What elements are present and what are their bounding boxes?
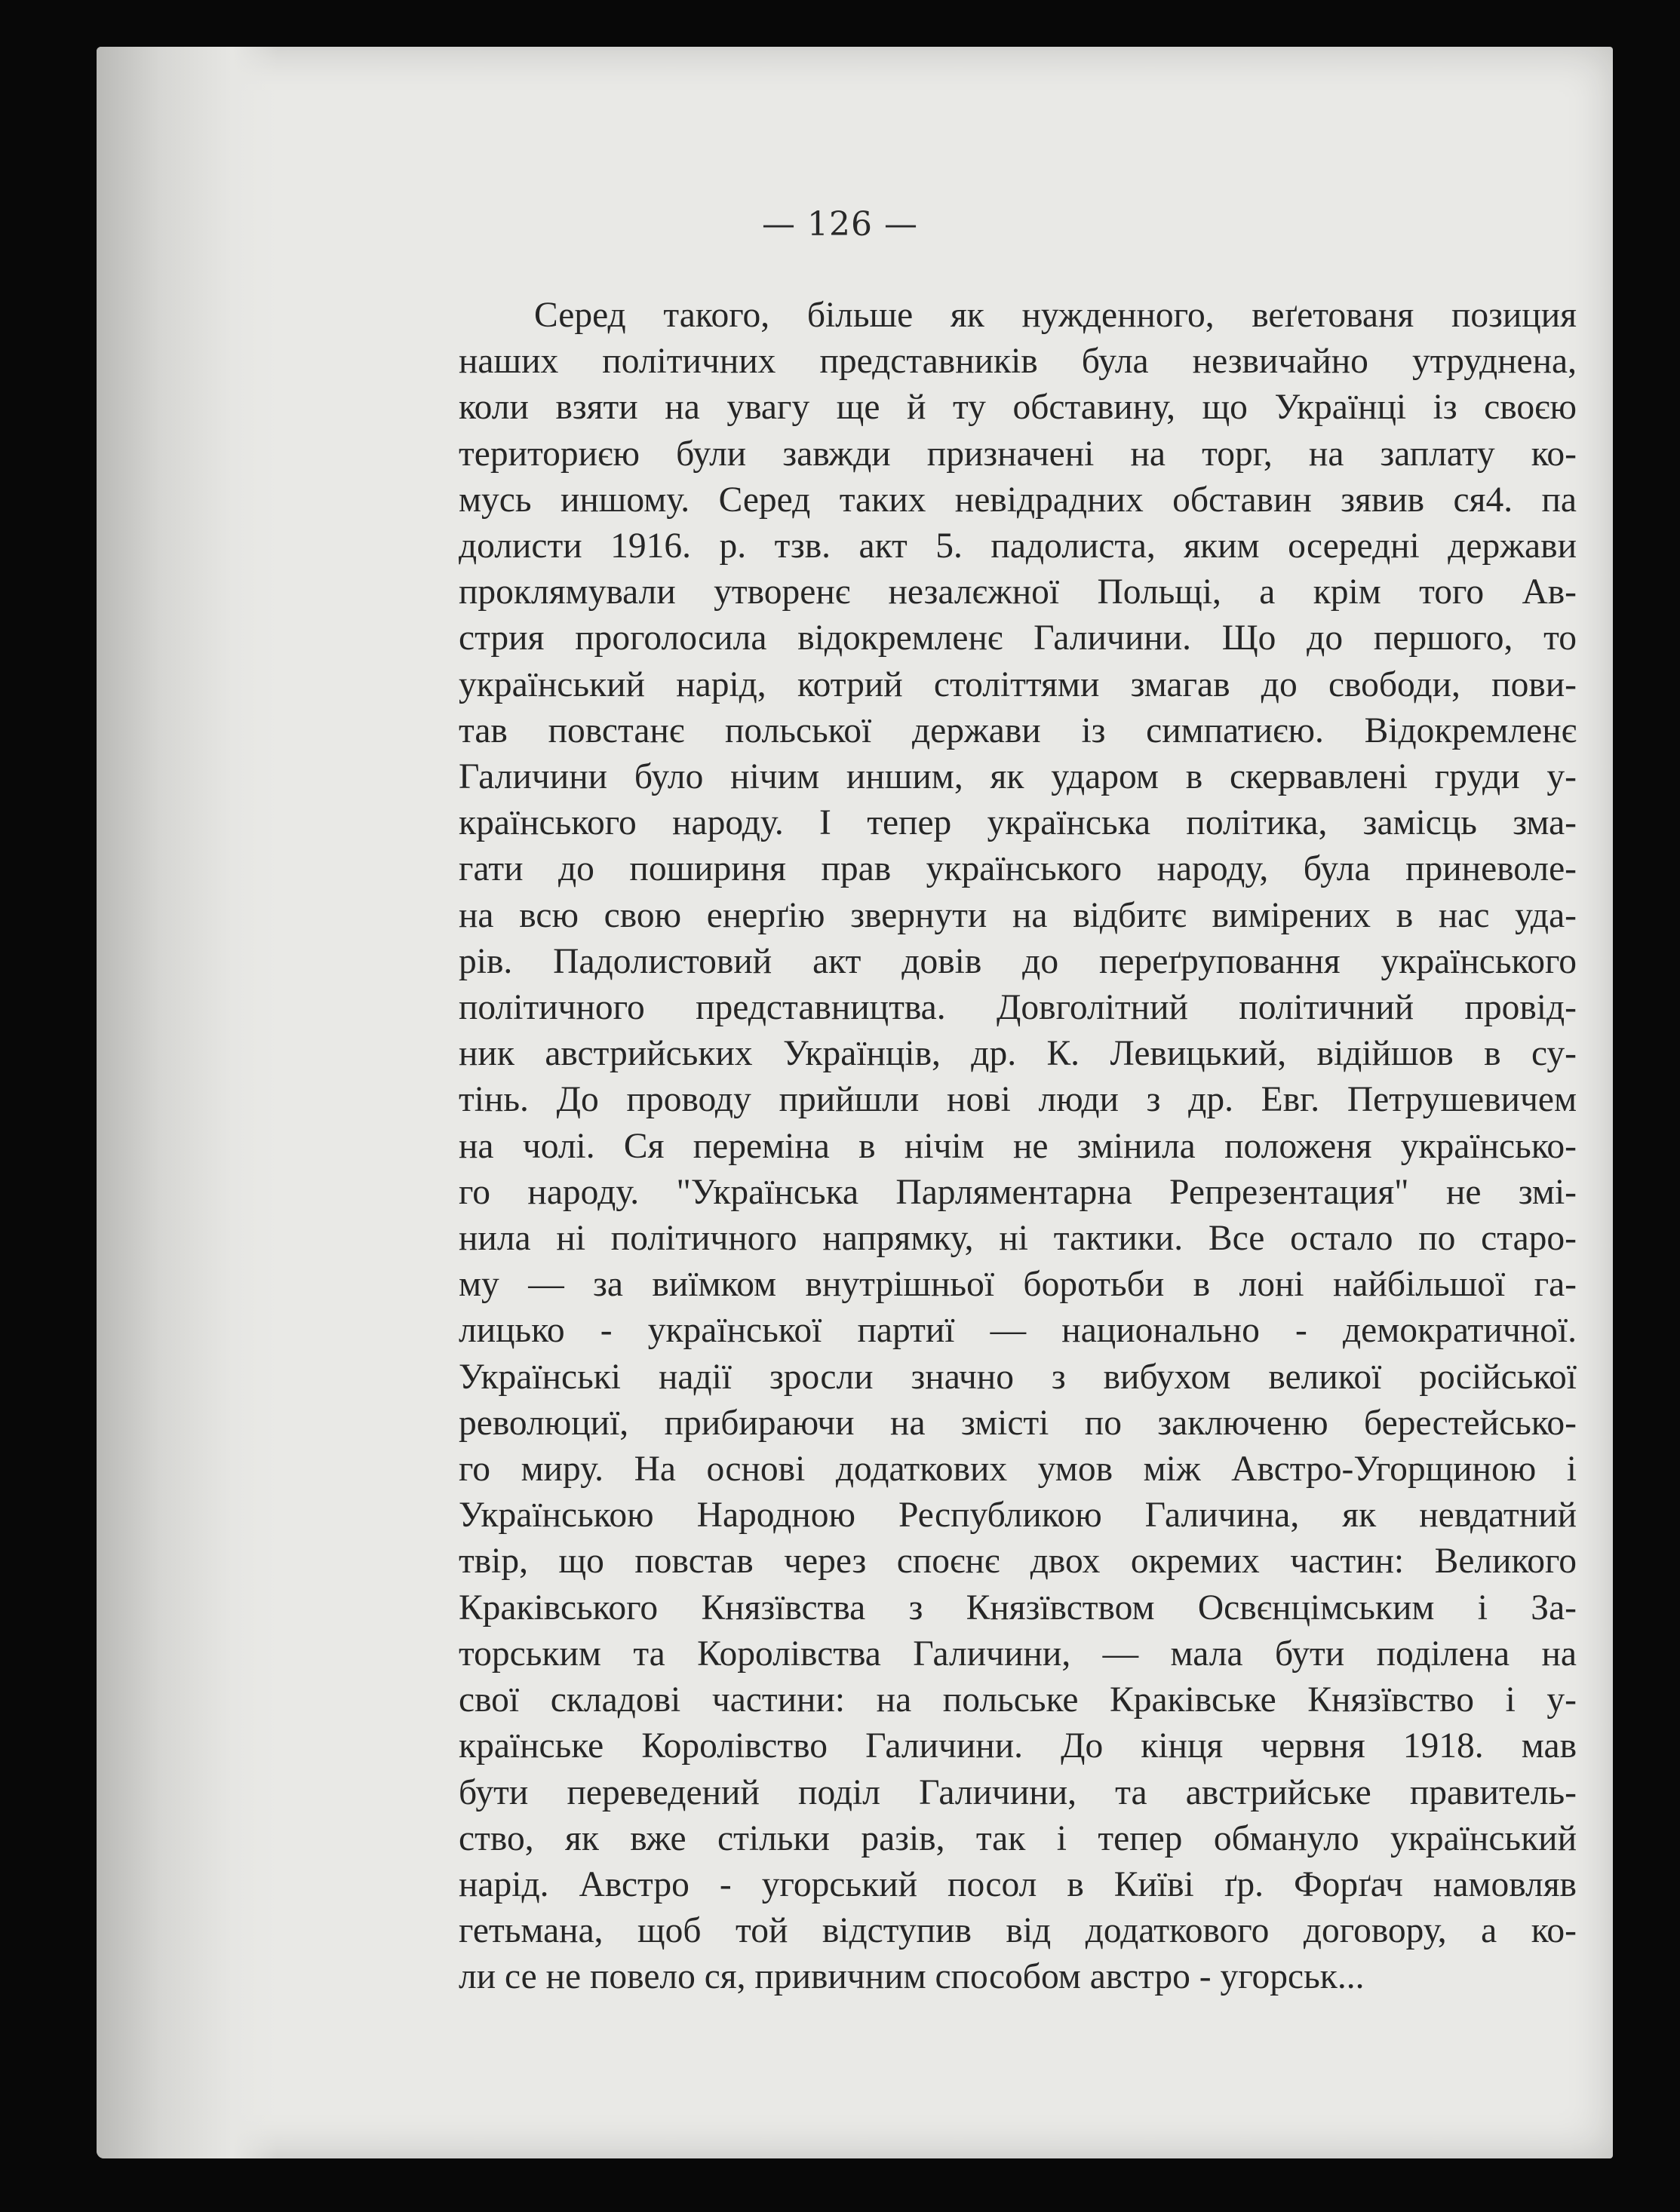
text-line: му — за виїмком внутрішньої боротьби в лоні найбільшої га- xyxy=(459,1265,1577,1305)
text-line: териториєю були завжди призначені на торг, на заплату ко- xyxy=(459,434,1577,474)
text-line: Галичини було нічим иншим, як ударом в скервавлені груди у- xyxy=(459,757,1577,797)
text-line: Краківського Князївства з Князївством Освєнцімським і За- xyxy=(459,1588,1577,1628)
text-line: го миру. На основі додаткових умов між Австро-Угорщиною і xyxy=(459,1450,1577,1489)
page-number: — 126 — xyxy=(762,205,918,244)
text-line: нарід. Австро - угорський посол в Київі ґр. Форґач намовляв xyxy=(459,1864,1577,1904)
text-line: український нарід, котрий століттями змагав до свободи, пови- xyxy=(459,664,1577,704)
text-line: гати до пошириня прав українського народу, була приневоле- xyxy=(459,849,1577,889)
text-line: країнського народу. І тепер українська політика, замісць зма- xyxy=(459,803,1577,843)
text-line: долисти 1916. р. тзв. акт 5. падолиста, яким осередні держави xyxy=(459,526,1577,566)
text-line: твір, що повстав через споєнє двох окремих частин: Великого xyxy=(459,1542,1577,1582)
text-line: тав повстанє польської держави із симпатиєю. Відокремленє xyxy=(459,710,1577,750)
body-text xyxy=(459,293,1577,2001)
text-line: революциї, прибираючи на змісті по заключеню берестейсько- xyxy=(459,1403,1577,1443)
text-line: торським та Королівства Галичини, — мала бути поділена на xyxy=(459,1634,1577,1674)
text-line: на всю свою енерґію звернути на відбитє вимірених в нас уда- xyxy=(459,895,1577,935)
text-line: на чолі. Ся переміна в нічім не змінила положеня українсько- xyxy=(459,1126,1577,1166)
text-line: стрия проголосила відокремленє Галичини. Що до першого, то xyxy=(459,618,1577,658)
text-line: лицько - української партиї — национально - демократичної. xyxy=(459,1311,1577,1351)
text-line: го народу. "Українська Парляментарна Репрезентация" не змі- xyxy=(459,1172,1577,1212)
text-line: проклямували утворенє незалєжної Польщі, а крім того Ав- xyxy=(459,572,1577,612)
text-line: Українською Народною Республикою Галичина, як невдатний xyxy=(459,1496,1577,1536)
page-gutter-shadow xyxy=(97,47,278,2158)
text-line: гетьмана, щоб той відступив від додаткового договору, а ко- xyxy=(459,1911,1577,1951)
text-line: рів. Падолистовий акт довів до переґруповання українського xyxy=(459,941,1577,981)
text-line: коли взяти на увагу ще й ту обставину, що Українці із своєю xyxy=(459,388,1577,428)
text-line: ник австрийських Українців, др. К. Левицький, відійшов в су- xyxy=(459,1034,1577,1074)
text-line: тінь. До проводу прийшли нові люди з др. Евг. Петрушевичем xyxy=(459,1080,1577,1120)
text-line: бути переведений поділ Галичини, та австрийське правитель- xyxy=(459,1772,1577,1812)
text-line: Українські надії зросли значно з вибухом великої російської xyxy=(459,1357,1577,1397)
text-line: ли се не повело ся, привичним способом австро - угорськ... xyxy=(459,1957,1365,1997)
text-line: свої складові частини: на польське Краківське Князївство і у- xyxy=(459,1680,1577,1720)
text-line: Серед такого, більше як нужденного, веґетованя позиция xyxy=(534,296,1577,335)
text-line: ство, як вже стільки разів, так і тепер обмануло український xyxy=(459,1818,1577,1858)
text-line: політичного представництва. Довголітний політичний провід- xyxy=(459,988,1577,1028)
text-line: нила ні політичного напрямку, ні тактики. Все остало по старо- xyxy=(459,1219,1577,1259)
text-line: країнське Королівство Галичини. До кінця червня 1918. мав xyxy=(459,1726,1577,1766)
text-line: мусь иншому. Серед таких невідрадних обставин зявив ся4. па xyxy=(459,480,1577,520)
text-line: наших політичних представників була незвичайно утруднена, xyxy=(459,342,1577,382)
